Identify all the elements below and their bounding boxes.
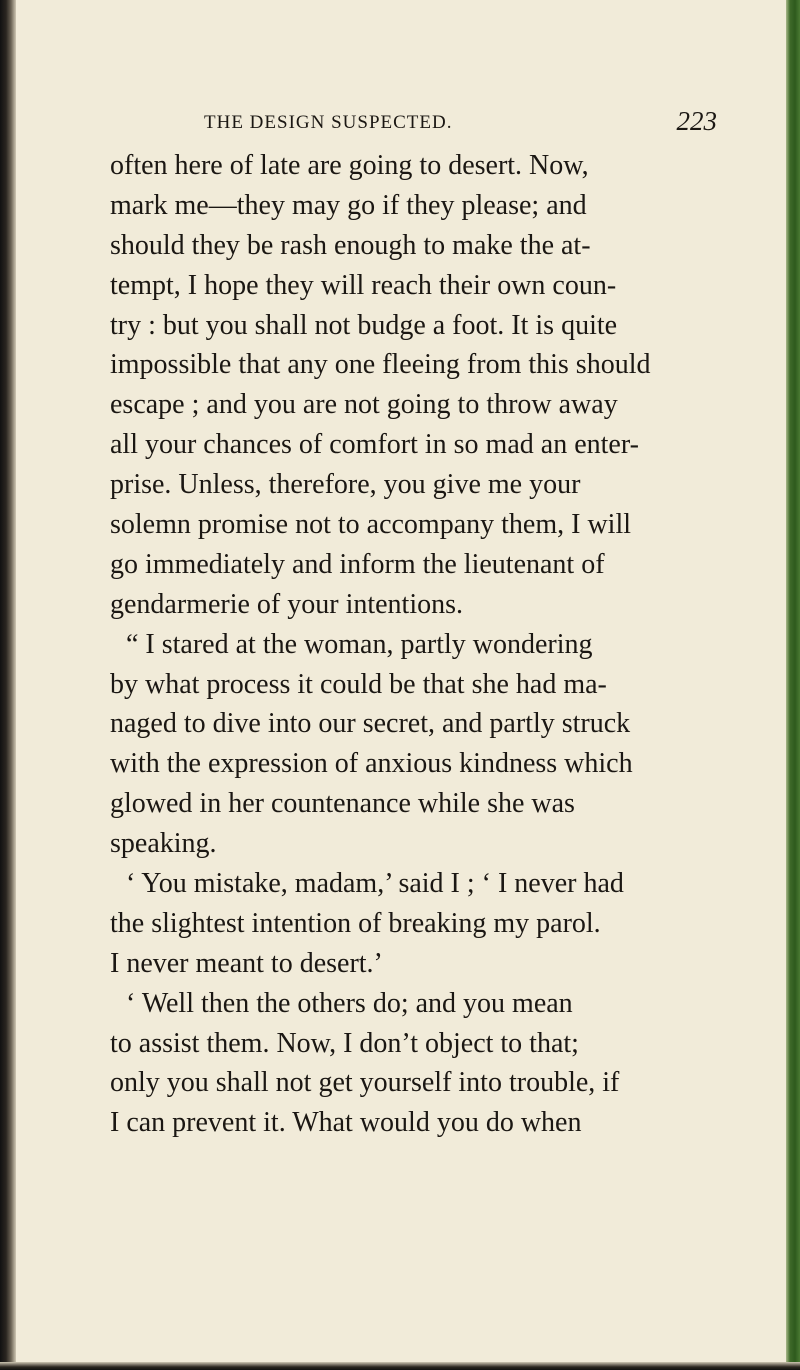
text-line: all your chances of comfort in so mad an enter- xyxy=(110,429,639,461)
text-line: naged to dive into our secret, and partly struck xyxy=(110,708,631,740)
book-page xyxy=(110,104,717,1143)
text-line: impossible that any one fleeing from this should xyxy=(110,349,651,381)
text-line: I can prevent it. What would you do when xyxy=(110,1107,582,1139)
text-line: prise. Unless, therefore, you give me your xyxy=(110,469,581,501)
text-line: glowed in her countenance while she was xyxy=(110,788,575,820)
text-line: by what process it could be that she had ma- xyxy=(110,668,607,700)
page-bottom-edge xyxy=(0,1362,800,1370)
text-line: gendarmerie of your intentions. xyxy=(110,588,464,620)
text-line: go immediately and inform the lieutenant of xyxy=(110,548,605,580)
running-title: THE DESIGN SUSPECTED. xyxy=(204,112,453,133)
book-cover-edge xyxy=(786,0,800,1370)
text-line: ‘ You mistake, madam,’ said I ; ‘ I never had xyxy=(126,868,624,900)
text-line: ‘ Well then the others do; and you mean xyxy=(126,987,573,1019)
text-line: tempt, I hope they will reach their own coun- xyxy=(110,269,617,301)
text-line: mark me—they may go if they please; and xyxy=(110,189,587,221)
text-line: I never meant to desert.’ xyxy=(110,947,383,979)
text-line: only you shall not get yourself into trouble, if xyxy=(110,1067,620,1099)
text-line: escape ; and you are not going to throw away xyxy=(110,389,618,421)
running-head xyxy=(110,104,717,144)
body-text xyxy=(110,146,710,1143)
text-line: with the expression of anxious kindness which xyxy=(110,748,633,780)
text-line: should they be rash enough to make the at- xyxy=(110,229,591,261)
text-line: speaking. xyxy=(110,828,217,860)
text-line: the slightest intention of breaking my parol. xyxy=(110,907,601,939)
text-line: solemn promise not to accompany them, I will xyxy=(110,509,632,541)
text-line: “ I stared at the woman, partly wondering xyxy=(126,628,593,660)
text-line: to assist them. Now, I don’t object to that; xyxy=(110,1027,579,1059)
text-line: try : but you shall not budge a foot. It is quite xyxy=(110,309,618,341)
page-number: 223 xyxy=(676,106,717,136)
text-line: often here of late are going to desert. Now, xyxy=(110,150,589,181)
book-gutter-shadow xyxy=(0,0,16,1370)
